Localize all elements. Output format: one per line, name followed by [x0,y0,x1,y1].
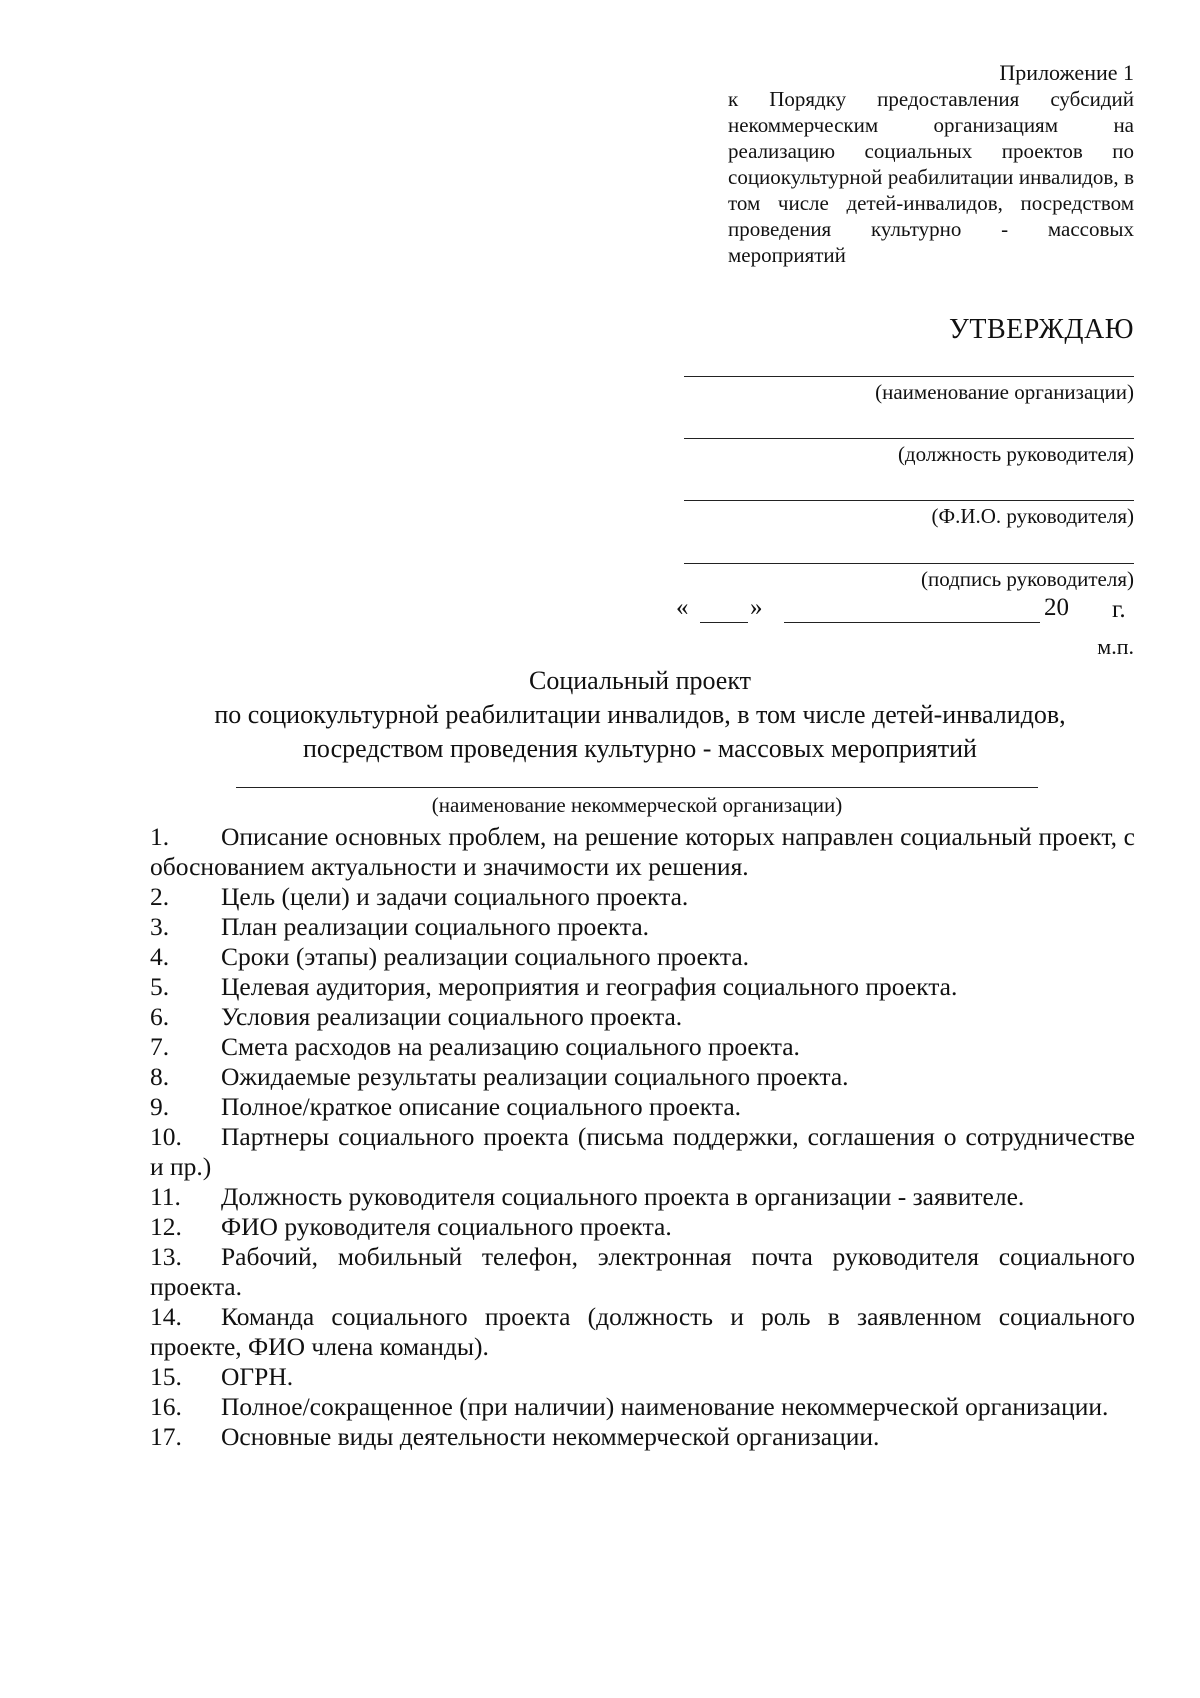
position-line [684,438,1134,439]
item-number: 14. [150,1302,182,1331]
item-text: Команда социального проекта (должность и роль в заявленном социального проекте, ФИО члена команды). [150,1302,1135,1361]
item-number: 10. [150,1122,182,1151]
date-close-quote: » [750,594,763,621]
list-item [150,1242,1135,1302]
item-text: Полное/сокращенное (при наличии) наименование некоммерческой организации. [221,1392,1109,1421]
org-name-caption: (наименование организации) [875,380,1134,404]
item-text: ФИО руководителя социального проекта. [221,1212,672,1241]
approval-date [676,594,1136,628]
item-number: 7. [150,1032,170,1061]
item-text: Смета расходов на реализацию социального проекта. [221,1032,800,1061]
list-item [150,1362,1135,1392]
title-line-2: по социокультурной реабилитации инвалидов, в том числе детей-инвалидов, [214,700,1066,729]
appendix-title: Приложение 1 [999,60,1134,85]
item-text: ОГРН. [221,1362,294,1391]
fio-caption: (Ф.И.О. руководителя) [931,504,1134,528]
item-text: Полное/краткое описание социального проекта. [221,1092,742,1121]
item-number: 9. [150,1092,170,1121]
nko-name-line [236,787,1038,788]
item-text: Партнеры социального проекта (письма поддержки, соглашения о сотрудничестве и пр.) [150,1122,1135,1181]
item-number: 16. [150,1392,182,1421]
list-item [150,822,1135,882]
item-text: Условия реализации социального проекта. [221,1002,683,1031]
document-title [120,664,1160,766]
signature-line [684,563,1134,564]
list-item [150,972,1135,1002]
item-text: Основные виды деятельности некоммерческой организации. [221,1422,880,1451]
date-year-prefix: 20 [1044,594,1069,621]
item-number: 12. [150,1212,182,1241]
list-item [150,1002,1135,1032]
title-line-1: Социальный проект [529,666,751,695]
signature-caption: (подпись руководителя) [920,567,1134,591]
item-number: 2. [150,882,170,911]
approval-title: УТВЕРЖДАЮ [949,314,1134,345]
item-number: 3. [150,912,170,941]
stamp-place: м.п. [1097,634,1134,659]
list-item [150,1092,1135,1122]
appendix-block [728,60,1134,268]
item-text: Сроки (этапы) реализации социального проекта. [221,942,750,971]
list-item [150,1302,1135,1362]
item-number: 11. [150,1182,181,1211]
list-item [150,1122,1135,1182]
org-name-line [684,376,1134,377]
item-text: Целевая аудитория, мероприятия и география социального проекта. [221,972,958,1001]
project-items-list [150,822,1135,1452]
position-caption: (должность руководителя) [897,442,1134,466]
item-number: 13. [150,1242,182,1271]
list-item [150,1212,1135,1242]
title-line-3: посредством проведения культурно - массовых мероприятий [303,734,977,763]
item-number: 1. [150,822,170,851]
item-number: 15. [150,1362,182,1391]
item-text: Ожидаемые результаты реализации социального проекта. [221,1062,849,1091]
item-number: 17. [150,1422,182,1451]
nko-name-caption: (наименование некоммерческой организации) [431,793,843,817]
date-year-suffix: г. [1112,596,1126,623]
item-number: 6. [150,1002,170,1031]
item-number: 8. [150,1062,170,1091]
list-item [150,1032,1135,1062]
list-item [150,882,1135,912]
item-text: Рабочий, мобильный телефон, электронная почта руководителя социального проекта. [150,1242,1135,1301]
item-text: План реализации социального проекта. [221,912,650,941]
item-text: Цель (цели) и задачи социального проекта. [221,882,689,911]
fio-line [684,500,1134,501]
date-day-line [700,622,748,623]
list-item [150,1392,1135,1422]
date-open-quote: « [676,594,689,621]
appendix-text: к Порядку предоставления субсидий некоммерческим организациям на реализацию социальных проектов по социокультурной реабилитации инвалидов, в том числе детей-инвалидов, посредством проведения культурно - массовых мероприятий [728,87,1134,267]
list-item [150,1422,1135,1452]
list-item [150,1182,1135,1212]
item-number: 4. [150,942,170,971]
list-item [150,942,1135,972]
item-text: Описание основных проблем, на решение которых направлен социальный проект, с обоснованием актуальности и значимости их решения. [150,822,1135,881]
date-month-line [784,622,1040,623]
list-item [150,912,1135,942]
item-text: Должность руководителя социального проекта в организации - заявителе. [221,1182,1025,1211]
item-number: 5. [150,972,170,1001]
list-item [150,1062,1135,1092]
